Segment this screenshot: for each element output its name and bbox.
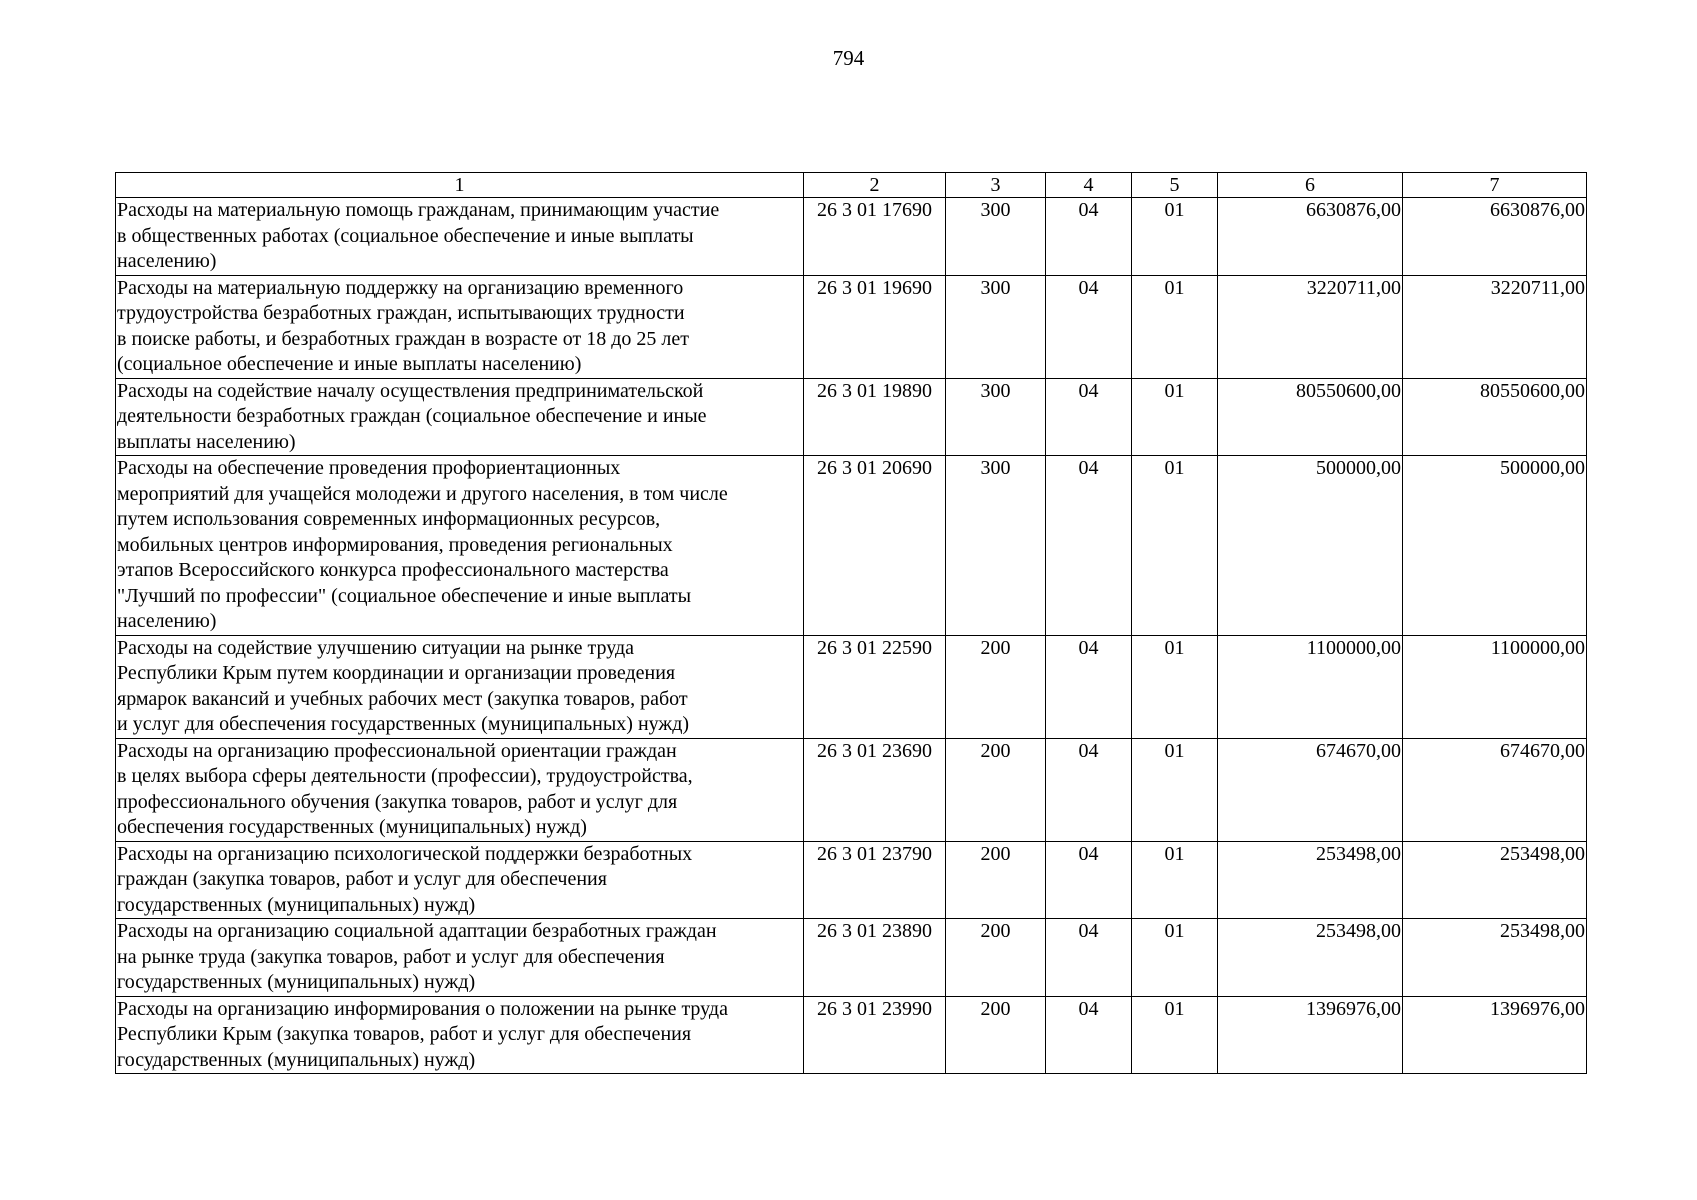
column-header-5: 5 — [1132, 173, 1218, 198]
amount-col-7: 3220711,00 — [1403, 275, 1587, 378]
target-article-code: 26 3 01 19690 — [804, 275, 946, 378]
amount-col-6: 80550600,00 — [1218, 378, 1403, 456]
target-article-code: 26 3 01 23990 — [804, 996, 946, 1074]
amount-col-6: 1100000,00 — [1218, 635, 1403, 738]
section-code: 04 — [1046, 841, 1132, 919]
expense-type-code: 200 — [946, 738, 1046, 841]
column-header-2: 2 — [804, 173, 946, 198]
amount-col-7: 500000,00 — [1403, 456, 1587, 636]
table-row — [116, 456, 1587, 636]
target-article-code: 26 3 01 23890 — [804, 919, 946, 997]
amount-col-6: 1396976,00 — [1218, 996, 1403, 1074]
section-code: 04 — [1046, 275, 1132, 378]
amount-col-7: 80550600,00 — [1403, 378, 1587, 456]
subsection-code: 01 — [1132, 841, 1218, 919]
section-code: 04 — [1046, 198, 1132, 276]
target-article-code: 26 3 01 20690 — [804, 456, 946, 636]
target-article-code: 26 3 01 23690 — [804, 738, 946, 841]
target-article-code: 26 3 01 22590 — [804, 635, 946, 738]
target-article-code: 26 3 01 23790 — [804, 841, 946, 919]
subsection-code: 01 — [1132, 275, 1218, 378]
expense-type-code: 200 — [946, 635, 1046, 738]
expense-type-code: 300 — [946, 378, 1046, 456]
subsection-code: 01 — [1132, 738, 1218, 841]
table-row — [116, 738, 1587, 841]
section-code: 04 — [1046, 635, 1132, 738]
expense-type-code: 200 — [946, 919, 1046, 997]
budget-table — [115, 172, 1587, 1074]
subsection-code: 01 — [1132, 198, 1218, 276]
amount-col-6: 253498,00 — [1218, 841, 1403, 919]
expense-description: Расходы на содействие улучшению ситуации на рынке труда Республики Крым путем координации и организации проведения ярмарок вакансий и учебных рабочих мест (закупка товаров, работ и услуг для обеспечения государственных (муниципальных) нужд) — [116, 635, 804, 738]
expense-description: Расходы на организацию социальной адаптации безработных граждан на рынке труда (закупка товаров, работ и услуг для обеспечения государственных (муниципальных) нужд) — [116, 919, 804, 997]
target-article-code: 26 3 01 17690 — [804, 198, 946, 276]
amount-col-7: 253498,00 — [1403, 841, 1587, 919]
table-row — [116, 198, 1587, 276]
amount-col-7: 674670,00 — [1403, 738, 1587, 841]
column-header-1: 1 — [116, 173, 804, 198]
section-code: 04 — [1046, 456, 1132, 636]
table-row — [116, 919, 1587, 997]
amount-col-6: 253498,00 — [1218, 919, 1403, 997]
expense-type-code: 300 — [946, 456, 1046, 636]
expense-type-code: 300 — [946, 275, 1046, 378]
table-row — [116, 996, 1587, 1074]
expense-type-code: 200 — [946, 841, 1046, 919]
section-code: 04 — [1046, 996, 1132, 1074]
expense-description: Расходы на содействие началу осуществления предпринимательской деятельности безработных граждан (социальное обеспечение и иные выплаты населению) — [116, 378, 804, 456]
amount-col-7: 1100000,00 — [1403, 635, 1587, 738]
table-row — [116, 378, 1587, 456]
subsection-code: 01 — [1132, 635, 1218, 738]
amount-col-6: 500000,00 — [1218, 456, 1403, 636]
amount-col-7: 253498,00 — [1403, 919, 1587, 997]
expense-description: Расходы на обеспечение проведения профориентационных мероприятий для учащейся молодежи и другого населения, в том числе путем использования современных информационных ресурсов, мобильных центров информирования, проведения региональных этапов Всероссийского конкурса профессионального мастерства "Лучший по профессии" (социальное обеспечение и иные выплаты населению) — [116, 456, 804, 636]
section-code: 04 — [1046, 378, 1132, 456]
subsection-code: 01 — [1132, 456, 1218, 636]
subsection-code: 01 — [1132, 996, 1218, 1074]
expense-type-code: 200 — [946, 996, 1046, 1074]
amount-col-7: 6630876,00 — [1403, 198, 1587, 276]
amount-col-7: 1396976,00 — [1403, 996, 1587, 1074]
subsection-code: 01 — [1132, 919, 1218, 997]
header-row — [116, 173, 1587, 198]
expense-description: Расходы на материальную поддержку на организацию временного трудоустройства безработных граждан, испытывающих трудности в поиске работы, и безработных граждан в возрасте от 18 до 25 лет (социальное обеспечение и иные выплаты населению) — [116, 275, 804, 378]
amount-col-6: 674670,00 — [1218, 738, 1403, 841]
expense-description: Расходы на организацию информирования о положении на рынке труда Республики Крым (закупка товаров, работ и услуг для обеспечения государственных (муниципальных) нужд) — [116, 996, 804, 1074]
column-header-6: 6 — [1218, 173, 1403, 198]
section-code: 04 — [1046, 738, 1132, 841]
column-header-3: 3 — [946, 173, 1046, 198]
target-article-code: 26 3 01 19890 — [804, 378, 946, 456]
table-row — [116, 275, 1587, 378]
expense-description: Расходы на организацию психологической поддержки безработных граждан (закупка товаров, работ и услуг для обеспечения государственных (муниципальных) нужд) — [116, 841, 804, 919]
table-row — [116, 635, 1587, 738]
section-code: 04 — [1046, 919, 1132, 997]
table-row — [116, 841, 1587, 919]
column-header-7: 7 — [1403, 173, 1587, 198]
column-header-4: 4 — [1046, 173, 1132, 198]
subsection-code: 01 — [1132, 378, 1218, 456]
amount-col-6: 3220711,00 — [1218, 275, 1403, 378]
page-number: 794 — [832, 46, 865, 70]
expense-description: Расходы на организацию профессиональной ориентации граждан в целях выбора сферы деятельности (профессии), трудоустройства, профессионального обучения (закупка товаров, работ и услуг для обеспечения государственных (муниципальных) нужд) — [116, 738, 804, 841]
expense-description: Расходы на материальную помощь гражданам, принимающим участие в общественных работах (социальное обеспечение и иные выплаты населению) — [116, 198, 804, 276]
amount-col-6: 6630876,00 — [1218, 198, 1403, 276]
expense-type-code: 300 — [946, 198, 1046, 276]
